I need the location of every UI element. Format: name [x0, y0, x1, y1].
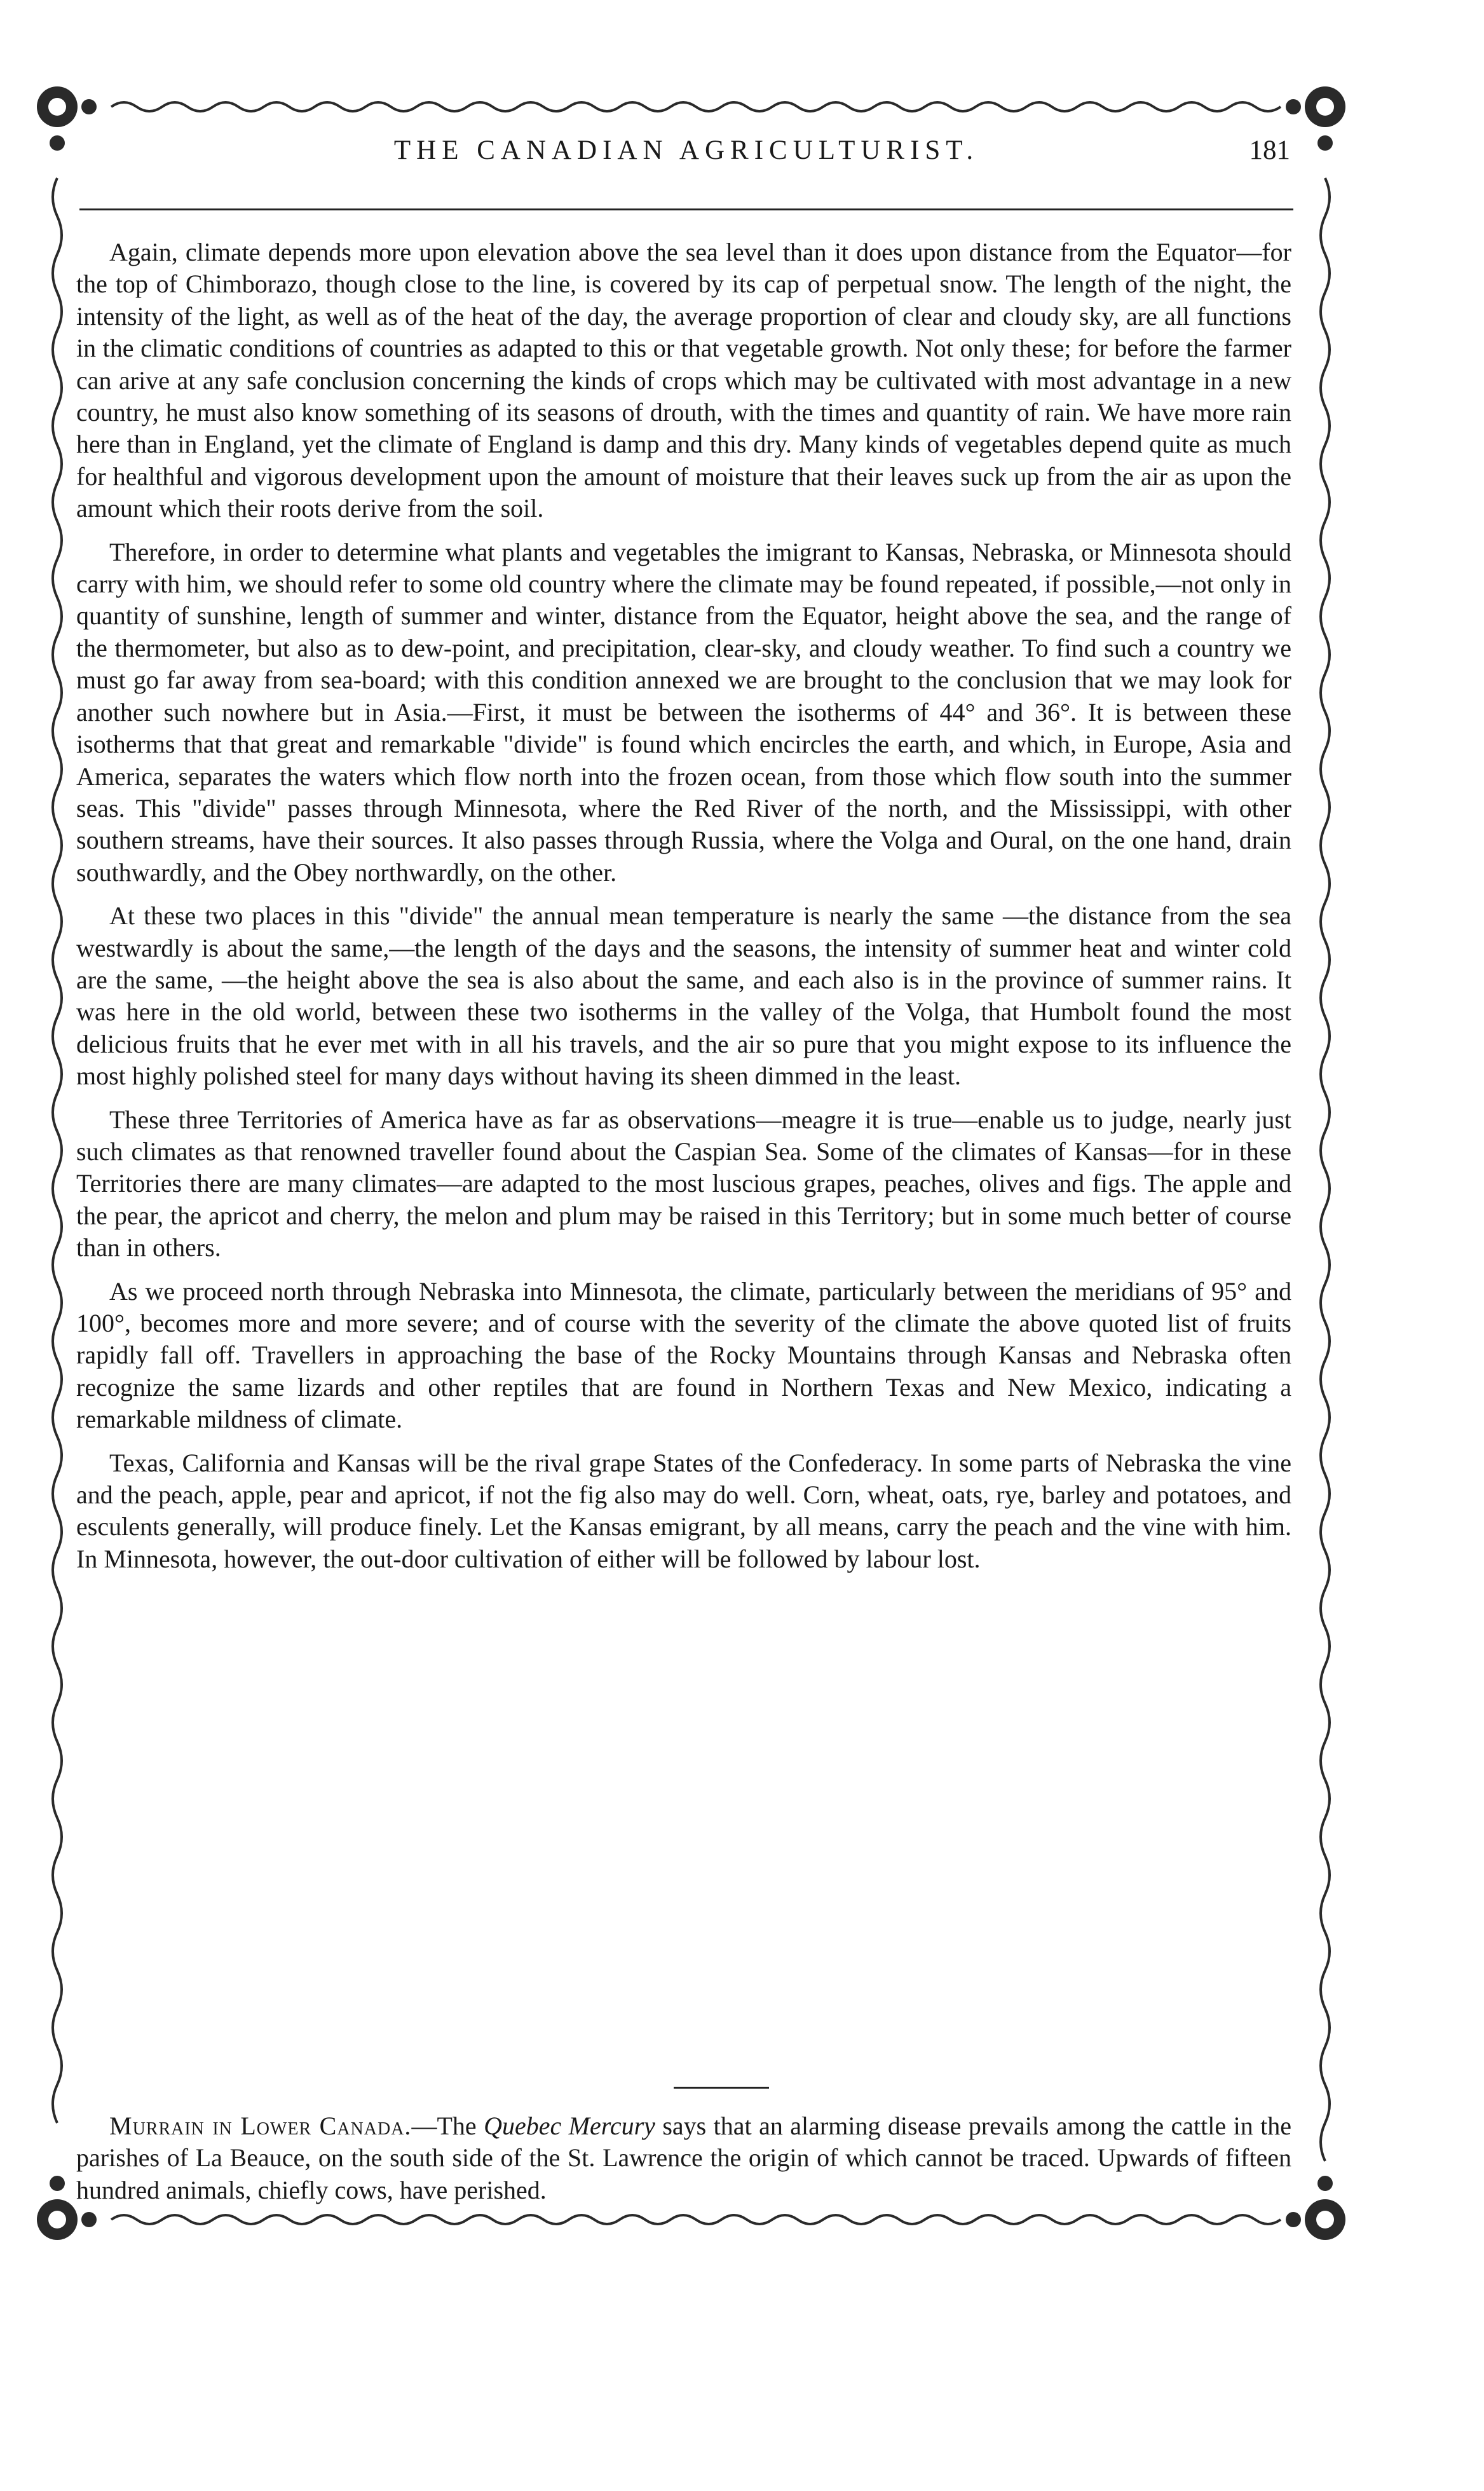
- news-item: [76, 2110, 1291, 2206]
- article-body: [76, 236, 1291, 1587]
- paragraph: Therefore, in order to determine what plants and vegetables the imigrant to Kansas, Nebraska, or Minnesota should carry with him, we should refer to some old country where the climate may be found repeated, if possible,—not only in quantity of sunshine, length of summer and winter, distance from the Equator, height above the sea, and the range of the thermometer, but also as to dew-point, and precipitation, clear-sky, and cloudy weather. To find such a country we must go far away from sea-board; with this condition annexed we are brought to the conclusion that we may look for another such nowhere but in Asia.—First, it must be between the isotherms of 44° and 36°. It is between these isotherms that that great and remarkable "divide" is found which encircles the earth, and which, in Europe, Asia and America, separates the waters which flow north into the frozen ocean, from those which flow south into the summer seas. This "divide" passes through Minnesota, where the Red River of the north, and the Mississippi, with other southern streams, have their sources. It also passes through Russia, where the Volga and Oural, on the one hand, drain southwardly, and the Obey northwardly, on the other.: [76, 537, 1291, 887]
- news-source: Quebec Mercury: [484, 2112, 655, 2140]
- header-rule: [79, 208, 1293, 210]
- news-lead: —The: [411, 2112, 484, 2140]
- paragraph: These three Territories of America have as far as observations—meagre it is true—enable us to judge, nearly just such climates as that renowned traveller found about the Caspian Sea. Some of the climates of Kansas—for in these Territories there are many climates—are adapted to the most luscious grapes, peaches, olives and figs. The apple and the pear, the apricot and cherry, the melon and plum may be raised in this Territory; but in some much better of course than in others.: [76, 1105, 1291, 1262]
- running-head: THE CANADIAN AGRICULTURIST.: [393, 135, 979, 165]
- paragraph: Again, climate depends more upon elevation above the sea level than it does upon distance from the Equator—for the top of Chimborazo, though close to the line, is covered by its cap of perpetual snow. The length of the night, the intensity of the light, as well as of the heat of the day, the average proportion of clear and cloudy sky, are all functions in the climatic conditions of countries as adapted to this or that vegetable growth. Not only these; for before the farmer can arive at any safe conclusion concerning the kinds of crops which may be cultivated with most advantage in a new country, he must also know something of its seasons of drouth, with the times and quantity of rain. We have more rain here than in England, yet the climate of England is damp and this dry. Many kinds of vegetables depend quite as much for healthful and vigorous development upon the amount of moisture that their leaves suck up from the air as upon the amount which their roots derive from the soil.: [76, 238, 1291, 523]
- news-paragraph: [76, 2110, 1291, 2206]
- paragraph: At these two places in this "divide" the annual mean temperature is nearly the same —the distance from the sea westwardly is about the same,—the length of the days and the seasons, the intensity of summer heat and winter cold are the same, —the height above the sea is also about the same, and each also is in the province of summer rains. It was here in the old world, between these two isotherms in the valley of the Volga, that Humbolt found the most delicious fruits that he ever met with in all his travels, and the air so pure that you might expose to its influence the most highly polished steel for many days without having its sheen dimmed in the least.: [76, 901, 1291, 1091]
- news-text: says that an alarming disease prevails among the cattle in the parishes of La Beauce, on the south side of the St. Lawrence the origin of which cannot be traced. Upwards of fifteen hundred animals, chiefly cows, have perished.: [76, 2112, 1292, 2204]
- section-separator: [674, 2087, 769, 2089]
- paragraph: As we proceed north through Nebraska into Minnesota, the climate, particularly between the meridians of 95° and 100°, becomes more and more severe; and of course with the severity of the climate the above quoted list of fruits rapidly fall off. Travellers in approaching the base of the Rocky Mountains through Kansas and Nebraska often recognize the same lizards and other reptiles that are found in Northern Texas and New Mexico, indicating a remarkable mildness of climate.: [76, 1276, 1291, 1434]
- news-heading: Murrain in Lower Canada.: [109, 2112, 412, 2140]
- page-number: 181: [1249, 135, 1290, 165]
- paragraph: Texas, California and Kansas will be the rival grape States of the Confederacy. In some parts of Nebraska the vine and the peach, apple, pear and apricot, if not the fig also may do well. Corn, wheat, oats, rye, barley and potatoes, and esculents generally, will produce finely. Let the Kansas emigrant, by all means, carry the peach and the vine with him. In Minnesota, however, the out-door cultivation of either will be followed by labour lost.: [76, 1448, 1291, 1573]
- page-header: [83, 135, 1290, 179]
